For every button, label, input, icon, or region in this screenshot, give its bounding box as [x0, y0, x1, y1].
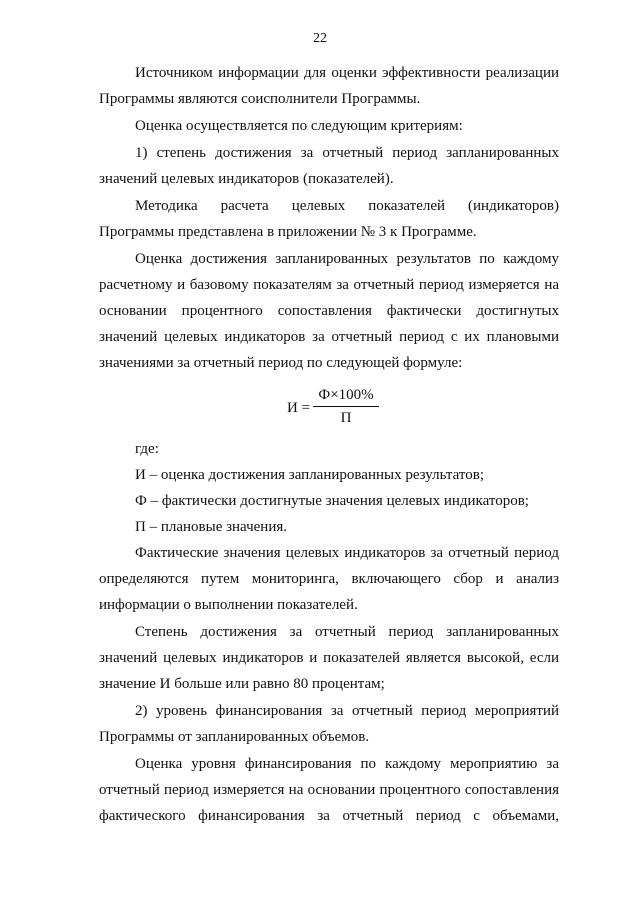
paragraph-assessment: Оценка достижения запланированных результатов по каждому расчетному и базовому показателям за отчетный период измеряется на основании процентного сопоставления фактически достигнутых значений целевых индикаторов за отчетный период с их плановыми значениями за отчетный период по следующей формуле: — [99, 251, 559, 371]
paragraph-criteria-intro: Оценка осуществляется по следующим критериям: — [135, 118, 463, 134]
formula-numerator: Ф×100% — [318, 387, 374, 403]
formula-denominator: П — [340, 410, 352, 426]
definition-f: Ф – фактически достигнутые значения целевых индикаторов; — [135, 493, 529, 509]
paragraph-criterion-2: 2) уровень финансирования за отчетный период мероприятий Программы от запланированных объемов. — [99, 703, 559, 745]
page-number: 22 — [313, 31, 327, 46]
definition-p: П – плановые значения. — [135, 519, 288, 535]
paragraph-high-degree: Степень достижения за отчетный период запланированных значений целевых индикаторов и показателей является высокой, если значение И больше или равно 80 процентам; — [99, 624, 559, 692]
paragraph-criterion-1: 1) степень достижения за отчетный период запланированных значений целевых индикаторов (показателей). — [99, 145, 559, 187]
paragraph-financing: Оценка уровня финансирования по каждому мероприятию за отчетный период измеряется на основании процентного сопоставления фактического финансирования за отчетный период с объемами, — [99, 756, 559, 824]
where-label: где: — [135, 441, 159, 457]
formula — [99, 386, 559, 432]
formula-fraction — [313, 386, 379, 427]
document-body — [99, 60, 559, 830]
formula-fraction-bar — [313, 406, 379, 407]
formula-lhs: И = — [287, 400, 311, 416]
paragraph-monitoring: Фактические значения целевых индикаторов за отчетный период определяются путем мониторинга, включающего сбор и анализ информации о выполнении показателей. — [99, 545, 559, 613]
paragraph-methodology: Методика расчета целевых показателей (индикаторов) Программы представлена в приложении № 3 к Программе. — [99, 198, 559, 240]
definition-i: И – оценка достижения запланированных результатов; — [135, 467, 484, 483]
paragraph-source: Источником информации для оценки эффективности реализации Программы являются соисполнители Программы. — [99, 65, 559, 107]
